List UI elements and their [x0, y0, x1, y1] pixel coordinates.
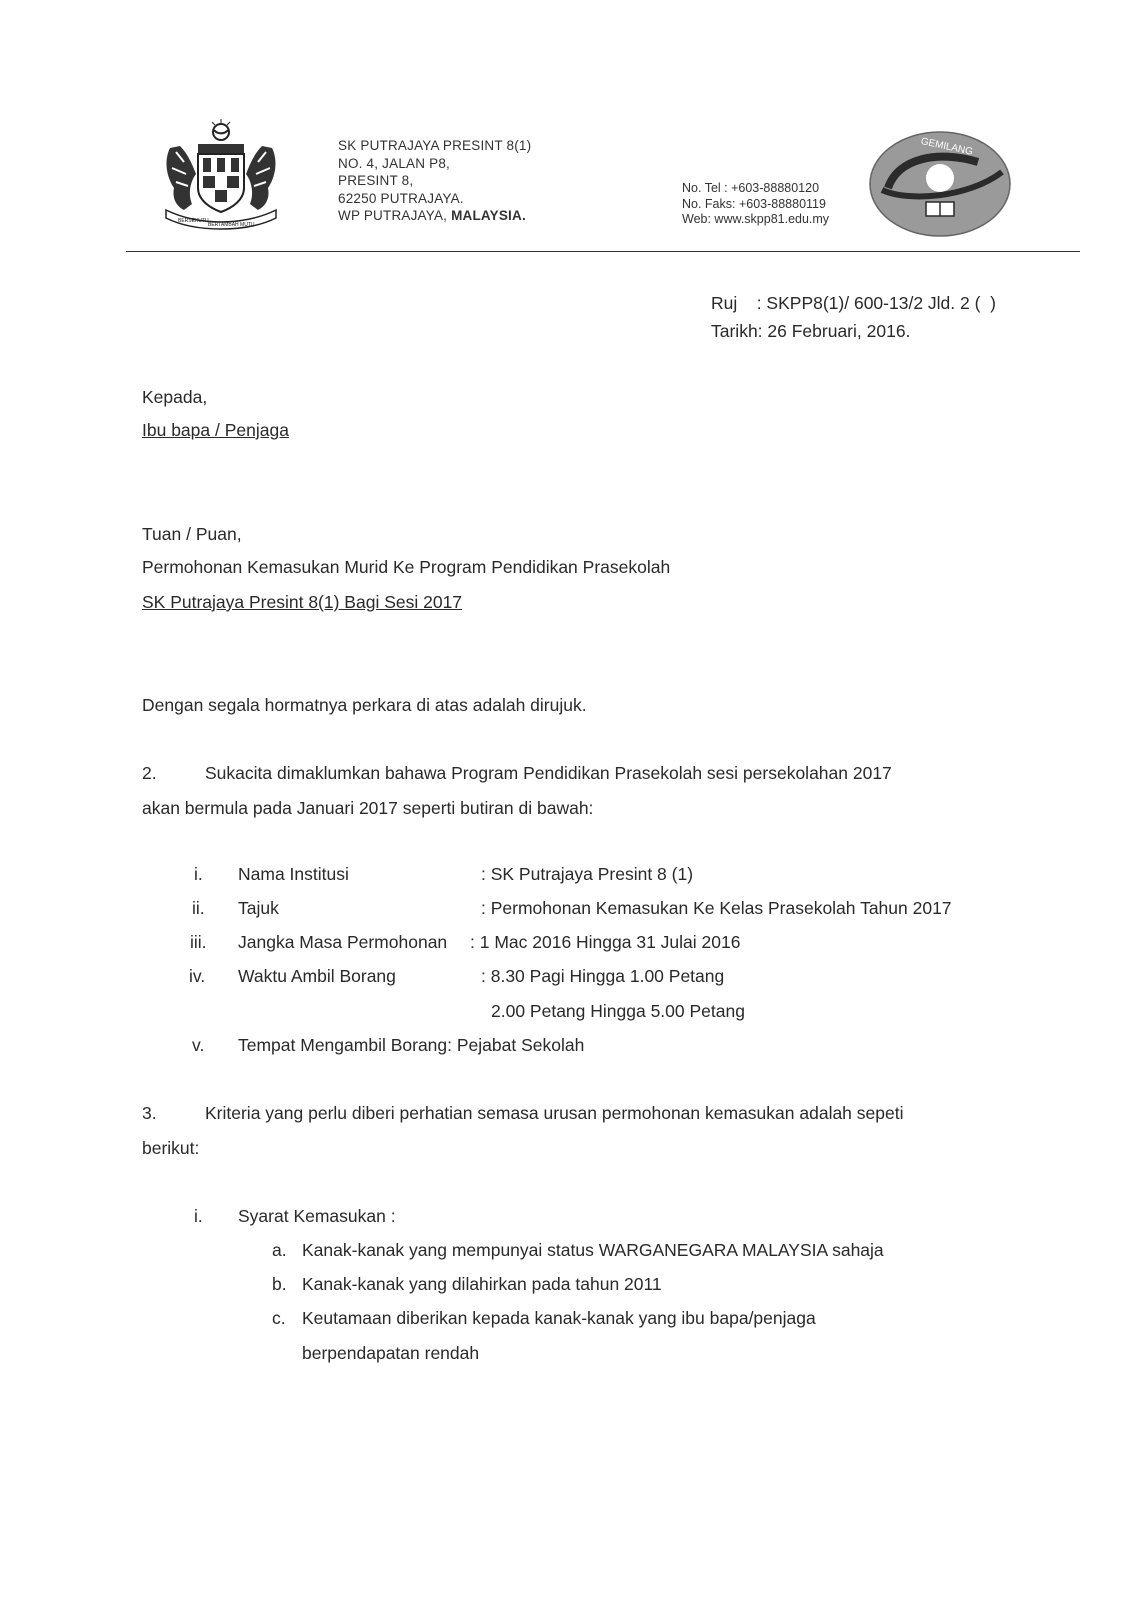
detail-number: iv. [189, 966, 206, 986]
contact-fax: No. Faks: +603-88880119 [682, 196, 826, 211]
detail-label: Waktu Ambil Borang [238, 966, 396, 986]
syarat-item-text: Kanak-kanak yang dilahirkan pada tahun 2011 [302, 1274, 662, 1294]
syarat-title: Syarat Kemasukan : [238, 1206, 396, 1226]
recipient-name: Ibu bapa / Penjaga [142, 420, 289, 440]
para2-number: 2. [142, 763, 157, 783]
address-line: NO. 4, JALAN P8, [338, 155, 450, 171]
address-line: 62250 PUTRAJAYA. [338, 190, 464, 206]
contact-tel: No. Tel : +603-88880120 [682, 181, 820, 195]
detail-number: v. [192, 1035, 205, 1055]
detail-number: i. [194, 864, 203, 884]
recipient-to: Kepada, [142, 387, 208, 407]
syarat-item-letter: a. [272, 1240, 287, 1260]
detail-number: ii. [192, 898, 205, 918]
letterhead-divider [126, 251, 1080, 252]
opening-sentence: Dengan segala hormatnya perkara di atas adalah dirujuk. [142, 695, 587, 715]
syarat-item-text: Keutamaan diberikan kepada kanak-kanak yang ibu bapa/penjaga [302, 1308, 816, 1328]
address-line [338, 207, 531, 225]
detail-value: : SK Putrajaya Presint 8 (1) [481, 864, 694, 884]
malaysia-coat-of-arms-icon [162, 118, 280, 230]
address-country: MALAYSIA. [451, 208, 526, 223]
para3-number: 3. [142, 1103, 157, 1123]
reference-number: Ruj : SKPP8(1)/ 600-13/2 Jld. 2 ( ) [711, 293, 996, 313]
address-line: PRESINT 8, [338, 173, 414, 188]
crest-motto-left: BERSEKUTU [178, 218, 209, 224]
crest-motto-center: BERTAMBAH MUTU [208, 222, 255, 228]
school-logo-icon [868, 128, 1012, 238]
logo-text: GEMILANG [919, 136, 974, 158]
syarat-item-text: Kanak-kanak yang mempunyai status WARGANEGARA MALAYSIA sahaja [302, 1240, 884, 1260]
syarat-item-text: berpendapatan rendah [302, 1343, 480, 1363]
detail-label: Nama Institusi [238, 864, 349, 884]
para3-line-2: berikut: [142, 1138, 200, 1158]
syarat-item-letter: c. [272, 1308, 286, 1328]
detail-label: Tajuk [238, 898, 279, 918]
syarat-number: i. [194, 1206, 203, 1226]
para2-line-1: Sukacita dimaklumkan bahawa Program Pendidikan Prasekolah sesi persekolahan 2017 [205, 763, 892, 783]
salutation: Tuan / Puan, [142, 524, 242, 544]
address-state: WP PUTRAJAYA, [338, 208, 448, 223]
letter-date: Tarikh: 26 Februari, 2016. [711, 321, 911, 341]
detail-value: : 1 Mac 2016 Hingga 31 Julai 2016 [470, 932, 741, 952]
detail-label: Tempat Mengambil Borang: Pejabat Sekolah [238, 1035, 585, 1055]
address-line: SK PUTRAJAYA PRESINT 8(1) [338, 138, 532, 153]
detail-label: Jangka Masa Permohonan [238, 932, 448, 952]
para2-line-2: akan bermula pada Januari 2017 seperti butiran di bawah: [142, 798, 594, 818]
subject-line-2: SK Putrajaya Presint 8(1) Bagi Sesi 2017 [142, 592, 463, 612]
detail-value: : Permohonan Kemasukan Ke Kelas Prasekolah Tahun 2017 [481, 898, 952, 918]
detail-number: iii. [190, 932, 207, 952]
detail-value: 2.00 Petang Hingga 5.00 Petang [491, 1001, 745, 1021]
syarat-item-letter: b. [272, 1274, 287, 1294]
detail-value: : 8.30 Pagi Hingga 1.00 Petang [481, 966, 725, 986]
contact-web: Web: www.skpp81.edu.my [682, 212, 830, 226]
para3-line-1: Kriteria yang perlu diberi perhatian semasa urusan permohonan kemasukan adalah sepeti [205, 1103, 904, 1123]
contact-block [682, 181, 829, 228]
subject-line-1: Permohonan Kemasukan Murid Ke Program Pendidikan Prasekolah [142, 557, 671, 577]
school-address-block [338, 137, 531, 225]
